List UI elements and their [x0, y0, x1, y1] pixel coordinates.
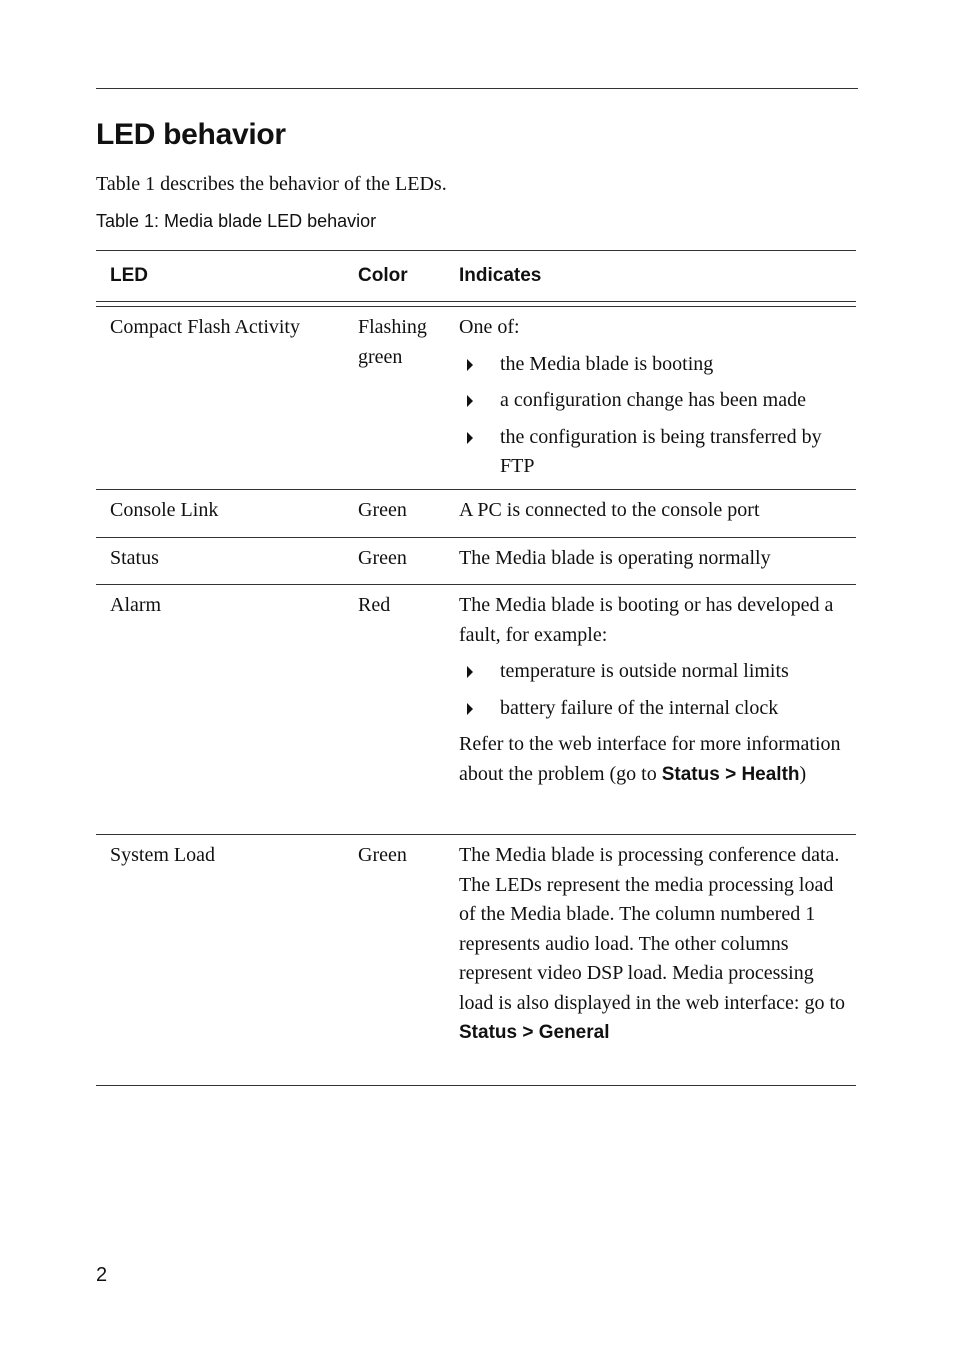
indicates-text: The Media blade is booting or has developed a fault, for example:: [459, 594, 834, 646]
header-led: LED: [110, 265, 148, 286]
indicates-text: One of:: [459, 316, 520, 338]
indicates-note: Refer to the web interface for more information about the problem (go to Status > Health): [459, 733, 841, 785]
header-indicates: Indicates: [459, 265, 542, 286]
led-color: Green: [358, 547, 407, 569]
bullet-arrow-icon: [467, 703, 473, 715]
led-name: Alarm: [110, 594, 162, 616]
led-color: Red: [358, 594, 391, 616]
table-row: [96, 585, 856, 835]
bullet-item: a configuration change has been made: [459, 386, 851, 416]
bullet-list: [459, 657, 851, 723]
header-rule: [96, 88, 858, 89]
indicates-text: The Media blade is operating normally: [459, 547, 771, 569]
led-name: Compact Flash Activity: [110, 316, 300, 338]
header-color: Color: [358, 265, 408, 286]
table-caption: Table 1: Media blade LED behavior: [96, 211, 377, 231]
led-indicates: [459, 591, 851, 789]
indicates-text: The Media blade is processing conference data. The LEDs represent the media processing load of the Media blade. The column numbered 1 represents audio load. The other columns represent video DSP load. Media processing load is also displayed in the web interface: go to Status > General: [459, 844, 846, 1043]
bullet-item: the configuration is being transferred by FTP: [459, 423, 851, 482]
led-name: Status: [110, 547, 159, 569]
bullet-arrow-icon: [467, 359, 473, 371]
led-indicates: [459, 313, 851, 489]
led-color: [358, 313, 444, 372]
table-row: [96, 490, 856, 538]
led-name: Console Link: [110, 499, 219, 521]
table-row: [96, 307, 856, 490]
bullet-item: the Media blade is booting: [459, 350, 851, 380]
bullet-item: temperature is outside normal limits: [459, 657, 851, 687]
led-indicates: [459, 841, 851, 1048]
section-heading: LED behavior: [96, 118, 286, 151]
led-color: Green: [358, 499, 407, 521]
led-color-line: green: [358, 345, 403, 368]
led-behavior-table: [96, 250, 856, 1086]
bullet-arrow-icon: [467, 395, 473, 407]
bullet-arrow-icon: [467, 432, 473, 444]
bullet-arrow-icon: [467, 666, 473, 678]
table-row: [96, 538, 856, 585]
menu-path: Status > Health: [661, 763, 800, 785]
table-header-row: [96, 250, 856, 301]
table-row: [96, 835, 856, 1086]
page-number: 2: [96, 1264, 108, 1286]
led-color-line: Flashing: [358, 316, 427, 338]
intro-paragraph: Table 1 describes the behavior of the LEDs.: [96, 173, 447, 195]
indicates-text: A PC is connected to the console port: [459, 499, 760, 521]
menu-path: Status > General: [459, 1022, 610, 1043]
led-color: Green: [358, 844, 407, 866]
bullet-list: [459, 350, 851, 482]
bullet-item: battery failure of the internal clock: [459, 694, 851, 724]
led-name: System Load: [110, 844, 215, 866]
